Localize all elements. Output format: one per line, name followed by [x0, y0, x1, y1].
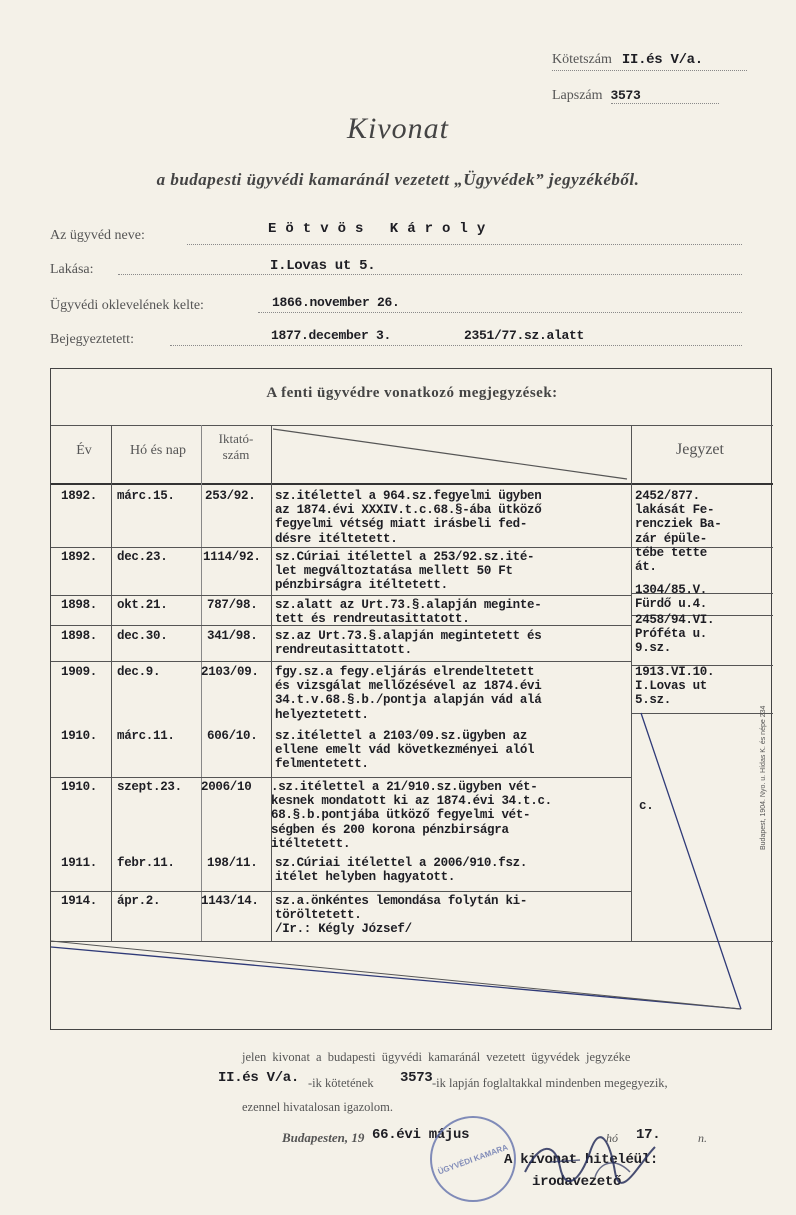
row-text: sz.alatt az Urt.73.§.alapján meginte- tett és rendreutasittatott. — [275, 598, 542, 627]
table-caption: A fenti ügyvédre vonatkozó megjegyzések: — [266, 385, 558, 401]
row-date: márc.11. — [117, 729, 175, 743]
footer-page: 3573 — [400, 1070, 433, 1086]
row-text: sz.a.önkéntes lemondása folytán ki- töröltetett. /Ir.: Kégly József/ — [275, 894, 528, 937]
lapszam-label: Lapszám — [552, 88, 603, 103]
col-header-jegyzet: Jegyzet — [676, 441, 724, 458]
footer-line-2a: -ik kötetének — [308, 1076, 374, 1090]
jegyzet-note: 2458/94.VI. Próféta u. 9.sz. — [635, 613, 715, 656]
row-date: szept.23. — [117, 780, 182, 794]
kotetszam-line — [552, 50, 747, 71]
col-header-ev: Év — [76, 443, 92, 458]
row-year: 1910. — [61, 729, 98, 743]
row-year: 1892. — [61, 489, 98, 503]
footer-day: 17. — [636, 1127, 661, 1143]
row-text: sz.az Urt.73.§.alapján megintetett és rendreutasittatott. — [275, 629, 542, 658]
row-date: dec.23. — [117, 550, 168, 564]
jegyzet-note: 2452/877. lakását Fe- rencziek Ba- zár épüle- tébe tette át. — [635, 489, 722, 575]
row-date: febr.11. — [117, 856, 175, 870]
row-number: 198/11. — [207, 856, 258, 870]
row-date: ápr.2. — [117, 894, 161, 908]
row-date: márc.15. — [117, 489, 175, 503]
lakas-value: I.Lovas ut 5. — [270, 258, 376, 274]
bejegyzett-number: 2351/77.sz.alatt — [464, 328, 585, 343]
lakas-line — [118, 262, 742, 275]
row-text: sz.itélettel a 2103/09.sz.ügyben az ellene emelt vád következményei alól felmentetett. — [275, 729, 535, 772]
footer-volume: II.és V/a. — [218, 1070, 300, 1086]
cancel-strikes — [51, 369, 773, 1031]
jegyzet-note: c. — [639, 799, 654, 813]
footer-n-label: n. — [698, 1131, 707, 1145]
row-text: sz.itélettel a 964.sz.fegyelmi ügyben az 1874.évi XXXIV.t.c.68.§-ába ütköző fegyelmi vétség miatt irásbeli fed- désre itéltetett. — [275, 489, 542, 546]
oklevel-label: Ügyvédi oklevelének kelte: — [50, 298, 204, 313]
col-header-iktato: Iktató- szám — [218, 431, 254, 462]
row-year: 1898. — [61, 598, 98, 612]
row-number: 606/10. — [207, 729, 258, 743]
footer-place: Budapesten, 19 — [282, 1130, 365, 1145]
page-title: Kivonat — [347, 112, 449, 145]
footer-date-typed: 66.évi május — [372, 1127, 470, 1143]
row-number: 2103/09. — [201, 665, 259, 679]
kotetszam-label: Kötetszám — [552, 52, 612, 67]
nev-value: Eötvös Károly — [268, 221, 495, 237]
signature-title: irodavezető — [532, 1174, 622, 1190]
lapszam-value: 3573 — [611, 88, 719, 104]
col-header-ho: Hó és nap — [130, 443, 186, 458]
jegyzet-note: 1304/85.V. Fürdő u.4. — [635, 583, 708, 612]
footer-line-3: ezennel hivatalosan igazolom. — [242, 1100, 393, 1114]
row-text: .sz.itélettel a 21/910.sz.ügyben vét- kesnek mondatott ki az 1874.évi 34.t.c. 68.§.b.pontjába ütköző fegyelmi vét- ségben és 200 korona pénzbirságra itéltetett. — [271, 780, 552, 851]
jegyzet-note: 1913.VI.10. I.Lovas ut 5.sz. — [635, 665, 715, 708]
row-year: 1914. — [61, 894, 98, 908]
page-subtitle: a budapesti ügyvédi kamaránál vezetett „Ügyvédek” jegyzékéből. — [156, 170, 640, 189]
row-number: 1114/92. — [203, 550, 261, 564]
row-text: fgy.sz.a fegy.eljárás elrendeltetett és vizsgálat mellőzésével az 1874.évi 34.t.v.68.§.b./pontja alapján vád alá helyeztetett. — [275, 665, 542, 722]
lakas-label: Lakása: — [50, 262, 94, 277]
footer-ho-label: hó — [606, 1131, 618, 1145]
handwritten-signature — [520, 1132, 660, 1192]
bejegyzett-label: Bejegyeztetett: — [50, 332, 134, 347]
notes-table — [50, 368, 772, 1030]
oklevel-value: 1866.november 26. — [272, 295, 400, 310]
row-number: 341/98. — [207, 629, 258, 643]
footer-line-1: jelen kivonat a budapesti ügyvédi kamaránál vezetett ügyvédek jegyzéke — [242, 1050, 631, 1064]
bejegyzett-line — [170, 333, 742, 346]
row-year: 1911. — [61, 856, 98, 870]
row-number: 787/98. — [207, 598, 258, 612]
row-text: sz.Cúriai itélettel a 2006/910.fsz. itélet helyben hagyatott. — [275, 856, 528, 885]
row-year: 1892. — [61, 550, 98, 564]
row-year: 1909. — [61, 665, 98, 679]
nev-label: Az ügyvéd neve: — [50, 228, 145, 243]
row-number: 2006/10 — [201, 780, 252, 794]
row-number: 1143/14. — [201, 894, 259, 908]
row-date: okt.21. — [117, 598, 168, 612]
printer-note: Budapest, 1904. Nyo. u. Hídas K. és népe 234 — [760, 705, 767, 850]
row-text: sz.Cúriai itélettel a 253/92.sz.ité- let megváltoztatása mellett 50 Ft pénzbirságra itéltetett. — [275, 550, 535, 593]
row-date: dec.9. — [117, 665, 161, 679]
row-number: 253/92. — [205, 489, 256, 503]
bejegyzett-value: 1877.december 3. — [271, 328, 392, 343]
stamp-text: ÜGYVÉDI KAMARA — [436, 1142, 510, 1176]
lapszam-line — [552, 86, 742, 104]
kotetszam-value: II.és V/a. — [621, 52, 703, 68]
row-date: dec.30. — [117, 629, 168, 643]
row-year: 1910. — [61, 780, 98, 794]
signature-caption: A kivonat hiteléül: — [504, 1152, 658, 1168]
footer-line-2b: -ik lapján foglaltakkal mindenben megegyezik, — [432, 1076, 668, 1090]
row-year: 1898. — [61, 629, 98, 643]
